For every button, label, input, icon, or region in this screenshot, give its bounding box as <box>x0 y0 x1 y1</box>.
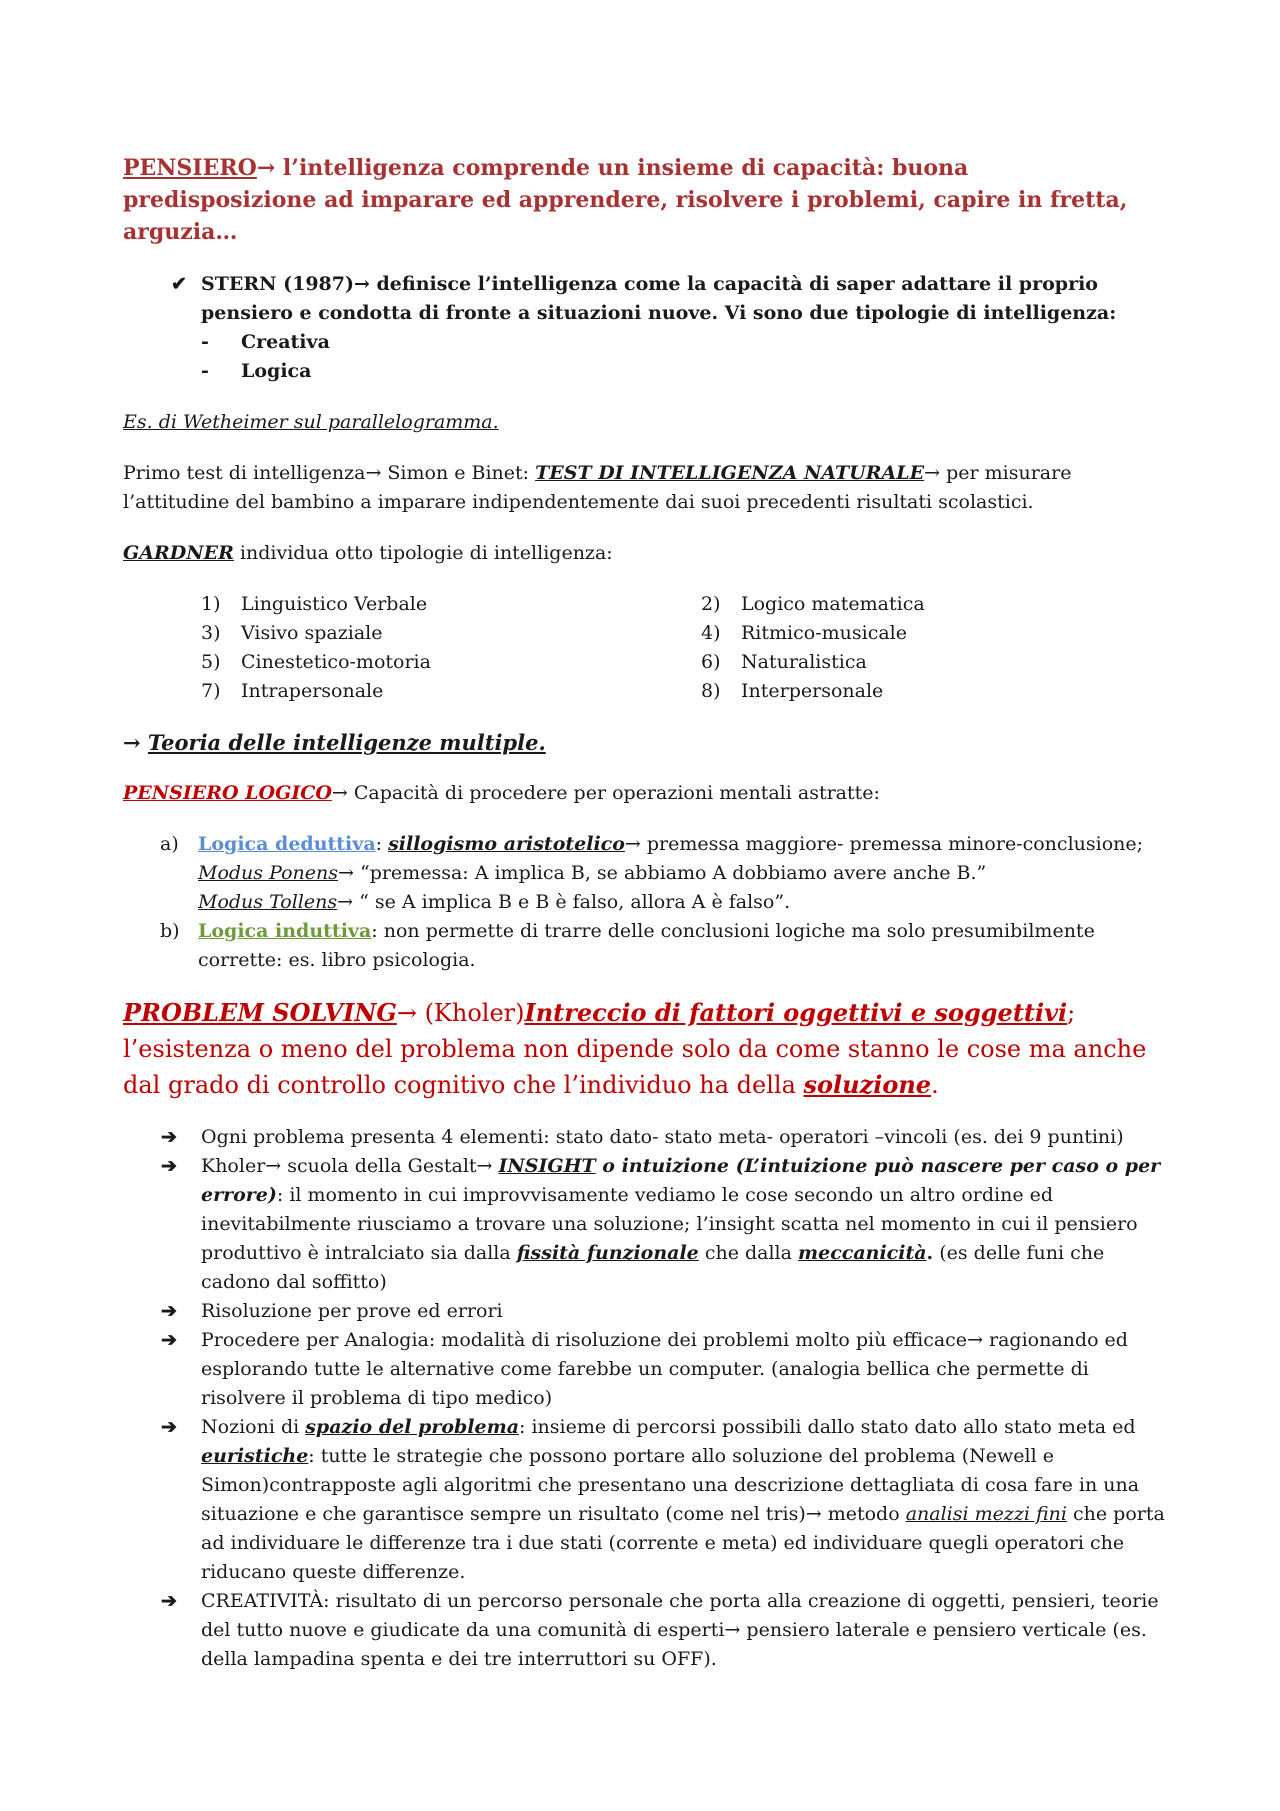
spazio-del-problema: spazio del problema <box>305 1416 520 1438</box>
arrow-icon: → <box>624 833 641 855</box>
soluzione: soluzione <box>803 1070 932 1099</box>
stern-type-label: Creativa <box>241 331 330 353</box>
pensiero-title: PENSIERO <box>123 155 257 181</box>
logico-title: PENSIERO LOGICO <box>123 782 332 804</box>
gardner-name: GARDNER <box>123 542 234 564</box>
dash-icon: - <box>201 331 209 353</box>
intreccio: Intreccio di fattori oggettivi e soggettivi <box>524 998 1068 1027</box>
list-item: ➔ Nozioni di spazio del problema: insieme di percorsi possibili dallo stato dato allo stato meta ed euristiche: tutte le strategie che possono portare allo soluzione del problema (Newell e Simon)contrapposte agli algoritmi che presentano una descrizione dettagliata di cosa fare in una situazione e che garantisce sempre un risultato (come nel tris)→ metodo analisi mezzi fini che porta ad individuare le differenze tra i due stati (corrente e meta) ed individuare quegli operatori che riducano queste differenze. <box>123 1413 1168 1587</box>
arrow-icon: → <box>476 1155 493 1177</box>
test-paragraph: Primo test di intelligenza→ Simon e Binet: TEST DI INTELLIGENZA NATURALE→ per misurare l’attitudine del bambino a imparare indipendentemente dai suoi precedenti risultati scolastici. <box>123 462 1072 513</box>
dash-icon: - <box>201 360 209 382</box>
stern-text: definisce l’intelligenza come la capacità di saper adattare il proprio pensiero e condotta di fronte a situazioni nuove. Vi sono due tipologie di intelligenza: <box>201 273 1117 324</box>
sillogismo: sillogismo aristotelico <box>388 833 625 855</box>
arrow-icon: → <box>967 1329 983 1351</box>
list-item: ➔ Risoluzione per prove ed errori <box>123 1297 1168 1326</box>
wetheimer-note: Es. di Wetheimer sul parallelogramma. <box>123 411 499 433</box>
logico-paragraph: PENSIERO LOGICO→ Capacità di procedere per operazioni mentali astratte: <box>123 782 880 804</box>
logica-deduttiva: Logica deduttiva <box>198 833 376 855</box>
logic-item-a: a) Logica deduttiva: sillogismo aristotelico→ premessa maggiore- premessa minore-conclusione; Modus Ponens→ “premessa: A implica B, se abbiamo A dobbiamo avere anche B.” Modus Tollens→ “ se A implica B e B è falso, allora A è falso”. <box>160 833 1144 913</box>
arrow-bullet-icon: ➔ <box>161 1126 177 1148</box>
arrow-icon: → <box>353 273 370 295</box>
stern-item <box>123 270 1168 328</box>
stern-type-item <box>123 357 1168 386</box>
arrow-bullet-icon: ➔ <box>161 1155 177 1177</box>
document-content <box>123 152 1168 1674</box>
list-item: ➔ CREATIVITÀ: risultato di un percorso personale che porta alla creazione di oggetti, pensieri, teorie del tutto nuove e giudicate da una comunità di esperti→ pensiero laterale e pensiero verticale (es. della lampadina spenta e dei tre interruttori su OFF). <box>123 1587 1168 1674</box>
logic-item-b: b) Logica induttiva: non permette di trarre delle conclusioni logiche ma solo presumibilmente corrette: es. libro psicologia. <box>160 920 1095 971</box>
arrow-icon: → <box>365 462 382 484</box>
insight: INSIGHT <box>498 1155 596 1177</box>
arrow-icon: → <box>256 155 276 181</box>
checkmark-icon: ✔ <box>171 273 187 295</box>
stern-name: STERN (1987) <box>201 273 354 295</box>
arrow-bullet-icon: ➔ <box>161 1300 177 1322</box>
intelligence-list <box>201 590 1168 706</box>
arrow-icon: → <box>337 891 354 913</box>
meccanicita: meccanicità <box>798 1242 927 1264</box>
logica-induttiva: Logica induttiva <box>198 920 372 942</box>
arrow-icon: → <box>805 1503 822 1525</box>
problem-solving-paragraph: PROBLEM SOLVING→ (Kholer)Intreccio di fattori oggettivi e soggettivi; l’esistenza o meno del problema non dipende solo da come stanno le cose ma anche dal grado di controllo cognitivo che l’individuo ha della soluzione. <box>123 998 1147 1099</box>
analisi-mezzi-fini: analisi mezzi fini <box>905 1503 1067 1525</box>
fissita-funzionale: fissità funzionale <box>516 1242 699 1264</box>
intro-text: l’intelligenza comprende un insieme di capacità: buona predisposizione ad imparare ed apprendere, risolvere i problemi, capire in fretta, arguzia… <box>123 155 1128 245</box>
list-item: 2) Logico matematica <box>701 593 925 615</box>
stern-type-item <box>123 328 1168 357</box>
arrow-icon: → <box>331 782 348 804</box>
problem-title: PROBLEM SOLVING <box>123 998 397 1027</box>
test-name: TEST DI INTELLIGENZA NATURALE <box>535 462 925 484</box>
arrow-icon: → <box>338 862 354 884</box>
arrow-icon: → <box>396 999 417 1027</box>
gardner-paragraph: GARDNER individua otto tipologie di intelligenza: <box>123 542 613 564</box>
arrow-bullet-icon: ➔ <box>161 1416 177 1438</box>
list-item: ➔ Ogni problema presenta 4 elementi: stato dato- stato meta- operatori –vincoli (es. dei 9 puntini) <box>123 1123 1168 1152</box>
list-item: 8) Interpersonale <box>701 680 884 702</box>
list-item: 5) Cinestetico-motoria <box>201 651 431 673</box>
list-item: 3) Visivo spaziale <box>201 622 383 644</box>
arrow-bullet-icon: ➔ <box>161 1590 177 1612</box>
list-item: 7) Intrapersonale <box>201 680 384 702</box>
list-item: 4) Ritmico-musicale <box>701 622 907 644</box>
multiple-title: Teoria delle intelligenze multiple. <box>147 730 546 755</box>
arrow-icon: → <box>724 1619 741 1641</box>
modus-ponens: Modus Ponens <box>198 862 339 884</box>
list-item: 6) Naturalistica <box>701 651 867 673</box>
arrow-icon: → <box>924 462 941 484</box>
stern-type-label: Logica <box>241 360 312 382</box>
modus-tollens: Modus Tollens <box>198 891 338 913</box>
arrow-icon: → <box>123 730 141 755</box>
multiple-paragraph <box>123 728 1168 757</box>
list-item: ➔ Kholer→ scuola della Gestalt→ INSIGHT o intuizione (L’intuizione può nascere per caso o per errore): il momento in cui improvvisamente vediamo le cose secondo un altro ordine ed inevitabilmente riusciamo a trovare una soluzione; l’insight scatta nel momento in cui il pensiero produttivo è intralciato sia dalla fissità funzionale che dalla meccanicità. (es delle funi che cadono dal soffitto) <box>123 1152 1168 1297</box>
arrow-bullet-icon: ➔ <box>161 1329 177 1351</box>
euristiche: euristiche <box>201 1445 309 1467</box>
arrow-icon: → <box>265 1155 282 1177</box>
list-item: ➔ Procedere per Analogia: modalità di risoluzione dei problemi molto più efficace→ ragionando ed esplorando tutte le alternative come farebbe un computer. (analogia bellica che permette di risolvere il problema di tipo medico) <box>123 1326 1168 1413</box>
list-item: 1) Linguistico Verbale <box>201 593 428 615</box>
intro-paragraph <box>123 152 1168 248</box>
